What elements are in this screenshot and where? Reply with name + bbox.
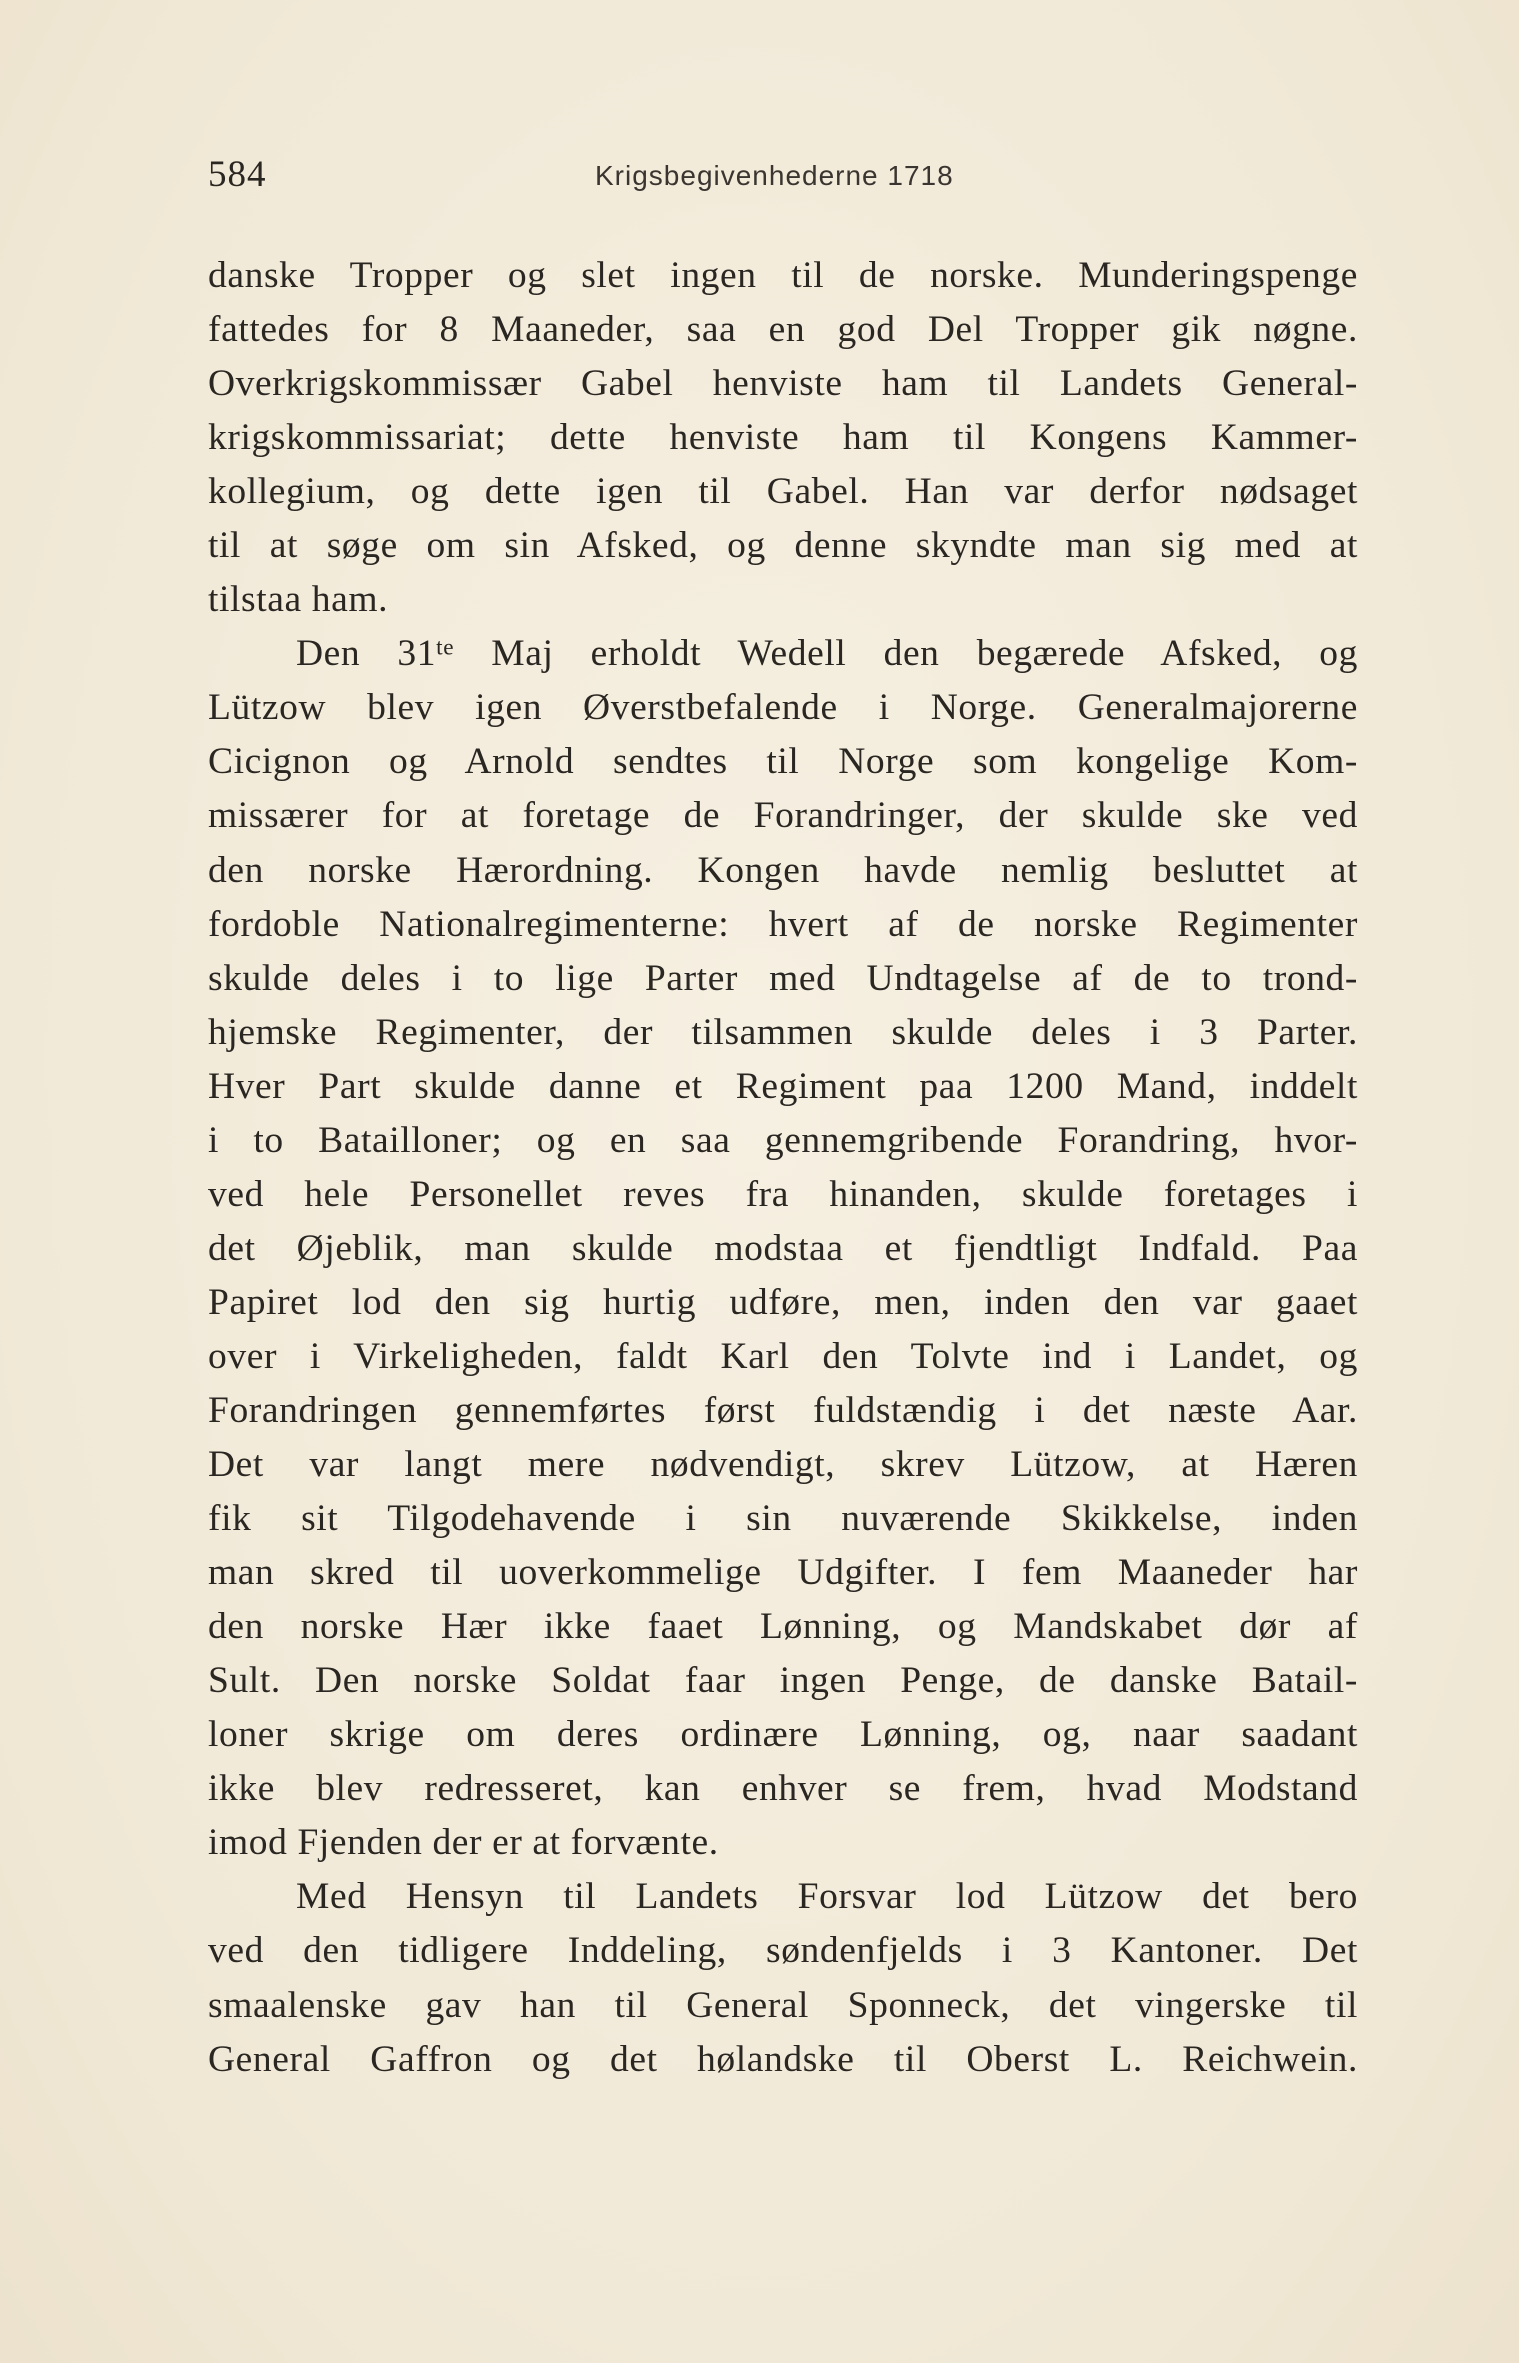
text-line: ved den tidligere Inddeling, søndenfjelds i 3 Kantoner. Det: [208, 1930, 1358, 1972]
text-line: tilstaa ham.: [208, 579, 389, 621]
text-line: imod Fjenden der er at forvænte.: [208, 1822, 719, 1864]
text-line: Papiret lod den sig hurtig udføre, men, inden den var gaaet: [208, 1281, 1358, 1323]
text-line: fik sit Tilgodehavende i sin nuværende Skikkelse, inden: [208, 1498, 1358, 1540]
page-header: [208, 150, 1358, 200]
text-line: hjemske Regimenter, der tilsammen skulde deles i 3 Parter.: [208, 1011, 1358, 1053]
text-line: Lützow blev igen Øverstbefalende i Norge. Generalmajorerne: [208, 687, 1358, 729]
text-line: over i Virkeligheden, faldt Karl den Tolvte ind i Landet, og: [208, 1335, 1358, 1377]
body-text: [208, 249, 1358, 2087]
date-lead: Den 31: [296, 633, 437, 675]
text-line-rest: Maj erholdt Wedell den begærede Afsked, og: [491, 633, 1359, 675]
paragraph-start-line: Med Hensyn til Landets Forsvar lod Lützow det bero: [296, 1876, 1358, 1918]
text-line: til at søge om sin Afsked, og denne skyndte man sig med at: [208, 525, 1358, 567]
text-line: Sult. Den norske Soldat faar ingen Penge, de danske Batail-: [208, 1660, 1358, 1702]
text-line: loner skrige om deres ordinære Lønning, og, naar saadant: [208, 1714, 1358, 1756]
text-line: danske Tropper og slet ingen til de norske. Munderingspenge: [208, 255, 1358, 296]
text-line: Det var langt mere nødvendigt, skrev Lützow, at Hæren: [208, 1444, 1358, 1486]
running-head: Krigsbegivenhederne 1718: [595, 160, 954, 191]
text-line: den norske Hærordning. Kongen havde nemlig besluttet at: [208, 849, 1358, 891]
text-line: smaalenske gav han til General Sponneck, det vingerske til: [208, 1984, 1358, 2026]
text-line: ved hele Personellet reves fra hinanden, skulde foretages i: [208, 1173, 1358, 1215]
text-line: ikke blev redresseret, kan enhver se frem, hvad Modstand: [208, 1768, 1358, 1810]
text-line: den norske Hær ikke faaet Lønning, og Mandskabet dør af: [208, 1606, 1358, 1648]
text-line: Cicignon og Arnold sendtes til Norge som kongelige Kom-: [208, 741, 1358, 783]
text-line: skulde deles i to lige Parter med Undtagelse af de to trond-: [208, 957, 1358, 999]
text-line: krigskommissariat; dette henviste ham til Kongens Kammer-: [208, 417, 1358, 459]
text-line: fattedes for 8 Maaneder, saa en god Del Tropper gik nøgne.: [208, 309, 1358, 351]
text-line: i to Batailloner; og en saa gennemgribende Forandring, hvor-: [208, 1119, 1358, 1161]
page-number: 584: [208, 154, 267, 195]
text-line: General Gaffron og det hølandske til Oberst L. Reichwein.: [208, 2038, 1358, 2080]
text-line: Overkrigskommissær Gabel henviste ham til Landets General-: [208, 363, 1358, 405]
paragraph-start-line: [208, 627, 1358, 681]
date-superscript: te: [436, 634, 455, 661]
text-line: man skred til uoverkommelige Udgifter. I fem Maaneder har: [208, 1552, 1358, 1594]
text-line: kollegium, og dette igen til Gabel. Han var derfor nødsaget: [208, 471, 1358, 513]
text-line: fordoble Nationalregimenterne: hvert af de norske Regimenter: [208, 903, 1358, 945]
text-line: Hver Part skulde danne et Regiment paa 1200 Mand, inddelt: [208, 1065, 1358, 1107]
text-line: Forandringen gennemførtes først fuldstændig i det næste Aar.: [208, 1389, 1358, 1431]
text-line: missærer for at foretage de Forandringer, der skulde ske ved: [208, 795, 1358, 837]
text-line: det Øjeblik, man skulde modstaa et fjendtligt Indfald. Paa: [208, 1227, 1358, 1269]
